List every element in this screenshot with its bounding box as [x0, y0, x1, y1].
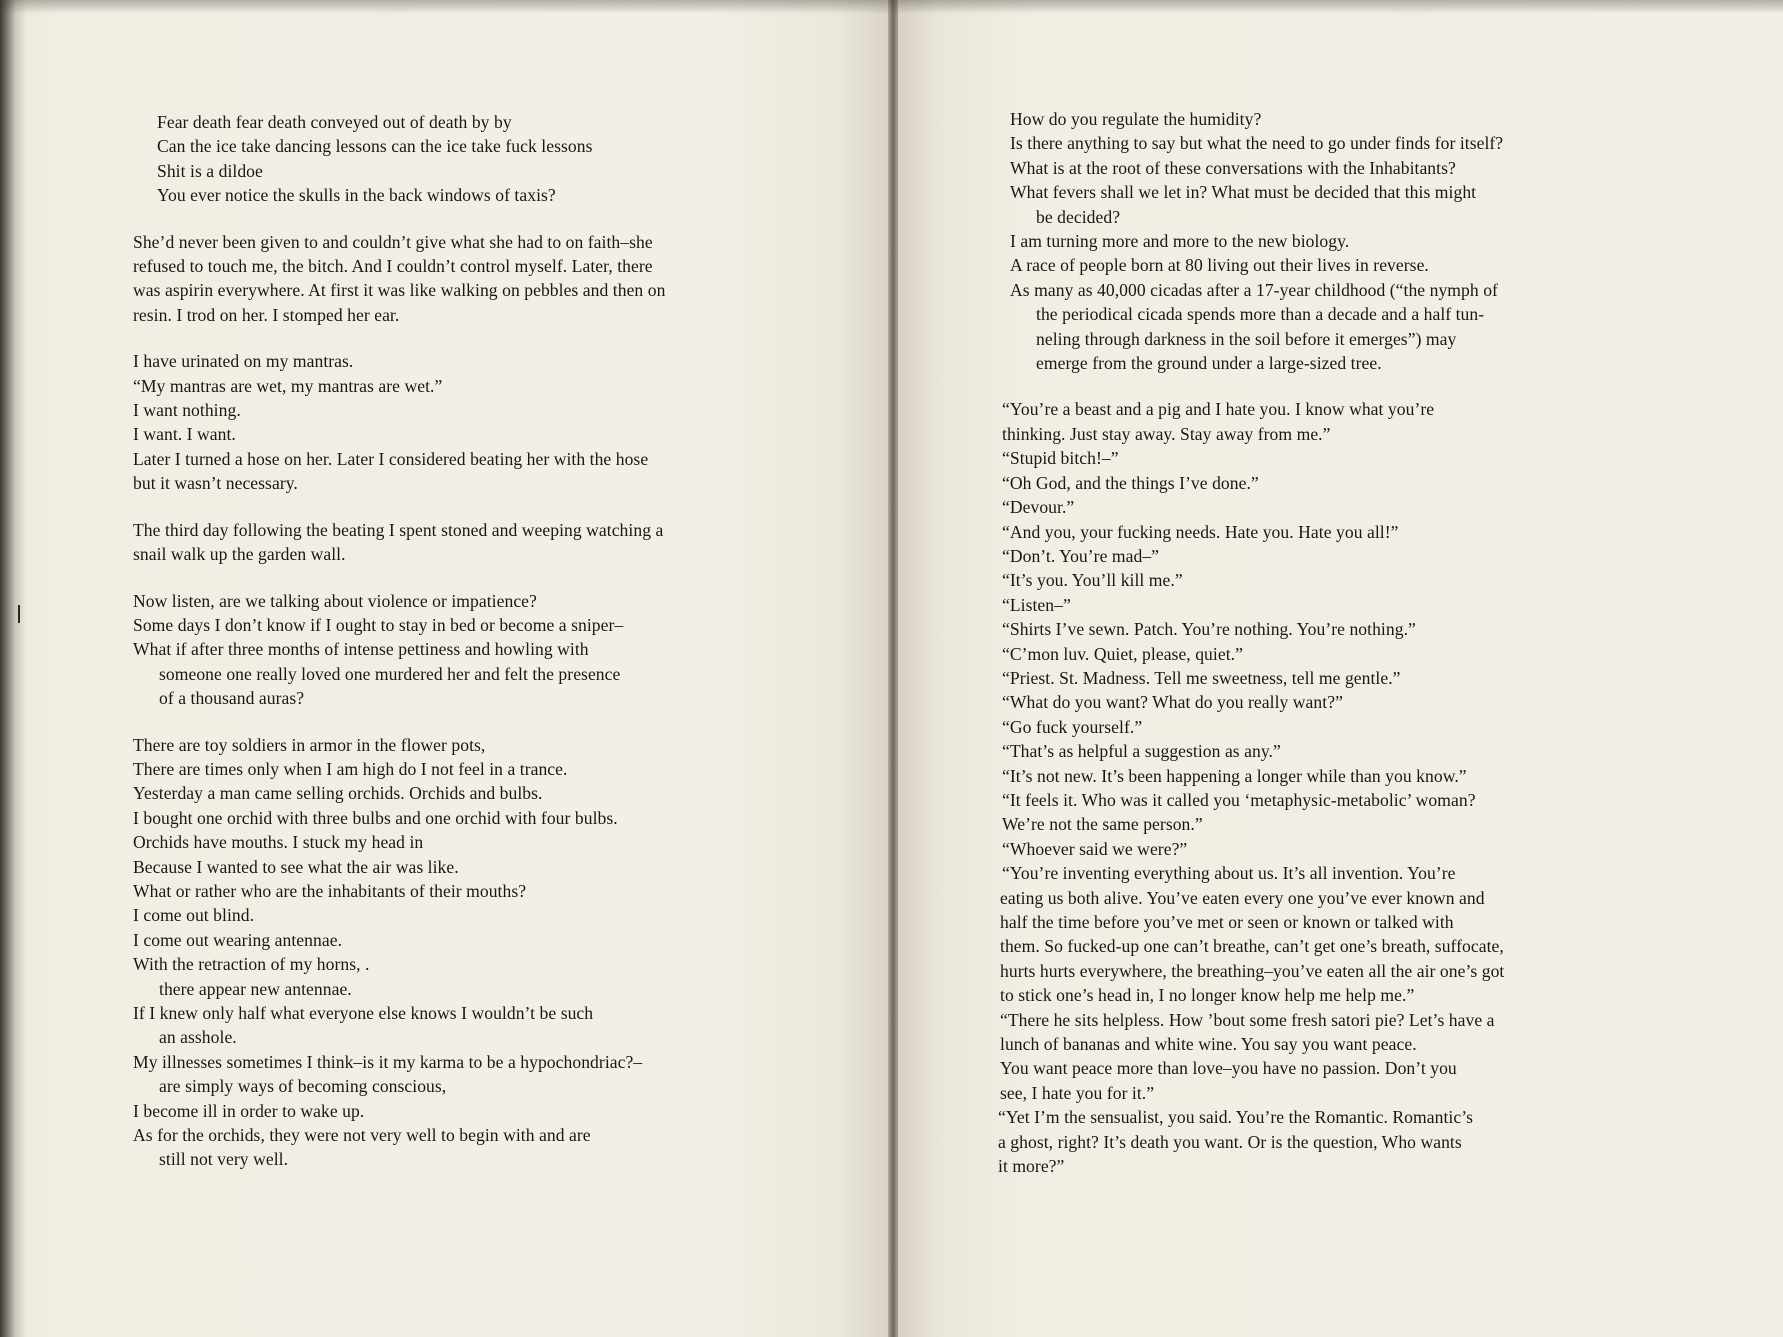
text-line: What if after three months of intense pettiness and howling with: [133, 639, 589, 660]
dialogue-line: “Priest. St. Madness. Tell me sweetness, tell me gentle.”: [1002, 667, 1401, 688]
text-line: snail walk up the garden wall.: [133, 544, 346, 565]
book-gutter: [888, 0, 898, 1337]
text-line: I want nothing.: [133, 400, 241, 421]
text-line: I bought one orchid with three bulbs and one orchid with four bulbs.: [133, 807, 618, 828]
text-line: How do you regulate the humidity?: [1010, 109, 1262, 129]
dialogue-line: a ghost, right? It’s death you want. Or is the question, Who wants: [998, 1131, 1462, 1152]
dialogue-line: “Whoever said we were?”: [1002, 838, 1188, 859]
text-line: be decided?: [1036, 206, 1121, 227]
text-line: Shit is a dildoe: [157, 160, 263, 181]
right-page-text: [998, 107, 1505, 1178]
text-line: are simply ways of becoming conscious,: [159, 1076, 447, 1097]
text-line: someone one really loved one murdered her and felt the presence: [159, 663, 621, 684]
left-page-text: [133, 110, 665, 1172]
dialogue-line: “Listen–”: [1002, 594, 1071, 615]
text-line: I come out wearing antennae.: [133, 929, 343, 950]
dialogue-line: “It’s you. You’ll kill me.”: [1002, 570, 1183, 591]
text-line: I become ill in order to wake up.: [133, 1100, 365, 1121]
text-line: I have urinated on my mantras.: [133, 351, 354, 372]
text-line: What is at the root of these conversations with the Inhabitants?: [1010, 157, 1456, 178]
dialogue-line: “It’s not new. It’s been happening a longer while than you know.”: [1002, 765, 1467, 786]
text-line: With the retraction of my horns, .: [133, 954, 370, 975]
text-line: What or rather who are the inhabitants of their mouths?: [133, 880, 527, 901]
text-line: was aspirin everywhere. At first it was like walking on pebbles and then on: [133, 280, 666, 301]
text-line: but it wasn’t necessary.: [133, 473, 298, 494]
dialogue-line: “You’re inventing everything about us. It’s all invention. You’re: [1002, 863, 1456, 884]
dialogue: [998, 397, 1505, 1178]
paragraph-orchids: [133, 733, 665, 1172]
dialogue-line: “C’mon luv. Quiet, please, quiet.”: [1002, 643, 1243, 664]
dialogue-line: “What do you want? What do you really want?”: [1002, 692, 1343, 713]
text-line: Some days I don’t know if I ought to stay in bed or become a sniper–: [133, 614, 624, 635]
paragraph-mantras: [133, 349, 665, 495]
dialogue-line: “That’s as helpful a suggestion as any.”: [1002, 741, 1281, 762]
text-line: Is there anything to say but what the need to go under finds for itself?: [1010, 133, 1504, 154]
text-line: refused to touch me, the bitch. And I couldn’t control myself. Later, there: [133, 256, 653, 277]
text-line: You ever notice the skulls in the back windows of taxis?: [157, 185, 556, 206]
dialogue-line: see, I hate you for it.”: [1000, 1082, 1155, 1103]
text-line: I want. I want.: [133, 424, 236, 445]
text-line: of a thousand auras?: [159, 688, 305, 709]
text-line: A race of people born at 80 living out their lives in reverse.: [1010, 255, 1429, 276]
text-line: resin. I trod on her. I stomped her ear.: [133, 304, 400, 325]
dialogue-line: “There he sits helpless. How ’bout some fresh satori pie? Let’s have a: [1000, 1009, 1495, 1030]
stanza-1: [157, 110, 665, 208]
text-line: neling through darkness in the soil before it emerges”) may: [1036, 328, 1457, 349]
text-line: I am turning more and more to the new biology.: [1010, 231, 1350, 252]
dialogue-line: “Don’t. You’re mad–”: [1002, 545, 1160, 566]
text-line: Now listen, are we talking about violence or impatience?: [133, 590, 537, 611]
text-line: The third day following the beating I spent stoned and weeping watching a: [133, 519, 664, 540]
dialogue-line: “And you, your fucking needs. Hate you. Hate you all!”: [1002, 521, 1399, 542]
text-line: Later I turned a hose on her. Later I considered beating her with the hose: [133, 448, 649, 469]
dialogue-line: them. So fucked-up one can’t breathe, can’t get one’s breath, suffocate,: [1000, 936, 1504, 957]
dialogue-line: We’re not the same person.”: [1002, 814, 1203, 835]
page-edge-shadow: [0, 0, 26, 1337]
text-line: an asshole.: [159, 1027, 237, 1048]
dialogue-line: “Shirts I’ve sewn. Patch. You’re nothing. You’re nothing.”: [1002, 619, 1416, 640]
paragraph-humidity: [1010, 107, 1504, 375]
dialogue-line: eating us both alive. You’ve eaten every one you’ve ever known and: [1000, 887, 1485, 908]
dialogue-line: thinking. Just stay away. Stay away from me.”: [1002, 423, 1331, 444]
text-line: If I knew only half what everyone else knows I wouldn’t be such: [133, 1003, 594, 1023]
text-line: there appear new antennae.: [159, 978, 352, 999]
paragraph-violence: [133, 589, 665, 711]
dialogue-line: “Yet I’m the sensualist, you said. You’re the Romantic. Romantic’s: [998, 1107, 1474, 1128]
paragraph-aspirin: [133, 230, 665, 328]
paragraph-snail: [133, 518, 665, 567]
dialogue-line: “Devour.”: [1002, 497, 1075, 518]
dialogue-line: hurts hurts everywhere, the breathing–you’ve eaten all the air one’s got: [1000, 960, 1505, 981]
text-line: emerge from the ground under a large-sized tree.: [1036, 353, 1382, 374]
dialogue-line: You want peace more than love–you have no passion. Don’t you: [1000, 1058, 1457, 1079]
dialogue-line: lunch of bananas and white wine. You say you want peace.: [1000, 1034, 1417, 1055]
text-line: Because I wanted to see what the air was like.: [133, 856, 459, 877]
dialogue-line: “You’re a beast and a pig and I hate you. I know what you’re: [1002, 399, 1435, 420]
text-line: still not very well.: [159, 1149, 289, 1170]
text-line: Yesterday a man came selling orchids. Orchids and bulbs.: [133, 783, 543, 804]
dialogue-line: “It feels it. Who was it called you ‘metaphysic-metabolic’ woman?: [1002, 789, 1476, 810]
text-line: As for the orchids, they were not very well to begin with and are: [133, 1125, 591, 1146]
dialogue-line: to stick one’s head in, I no longer know help me help me.”: [1000, 985, 1415, 1006]
text-line: She’d never been given to and couldn’t give what she had to on faith–she: [133, 231, 653, 252]
top-edge-shadow: [0, 0, 1783, 14]
text-line: There are times only when I am high do I not feel in a trance.: [133, 758, 568, 779]
text-line: There are toy soldiers in armor in the flower pots,: [133, 734, 486, 755]
dialogue-line: “Stupid bitch!–”: [1002, 448, 1119, 469]
text-line: My illnesses sometimes I think–is it my karma to be a hypochondriac?–: [133, 1051, 643, 1072]
text-line: the periodical cicada spends more than a decade and a half tun-: [1036, 304, 1485, 325]
text-line: What fevers shall we let in? What must be decided that this might: [1010, 182, 1477, 203]
text-line: I come out blind.: [133, 905, 255, 926]
text-line: Fear death fear death conveyed out of death by by: [157, 112, 512, 132]
dialogue-line: half the time before you’ve met or seen or known or talked with: [1000, 912, 1454, 932]
text-line: Can the ice take dancing lessons can the ice take fuck lessons: [157, 136, 593, 157]
margin-mark: [18, 605, 20, 623]
dialogue-line: “Go fuck yourself.”: [1002, 716, 1143, 737]
text-line: As many as 40,000 cicadas after a 17-year childhood (“the nymph of: [1010, 279, 1498, 300]
dialogue-line: it more?”: [998, 1156, 1065, 1177]
text-line: Orchids have mouths. I stuck my head in: [133, 832, 424, 853]
text-line: “My mantras are wet, my mantras are wet.”: [133, 375, 443, 396]
dialogue-line: “Oh God, and the things I’ve done.”: [1002, 472, 1259, 493]
